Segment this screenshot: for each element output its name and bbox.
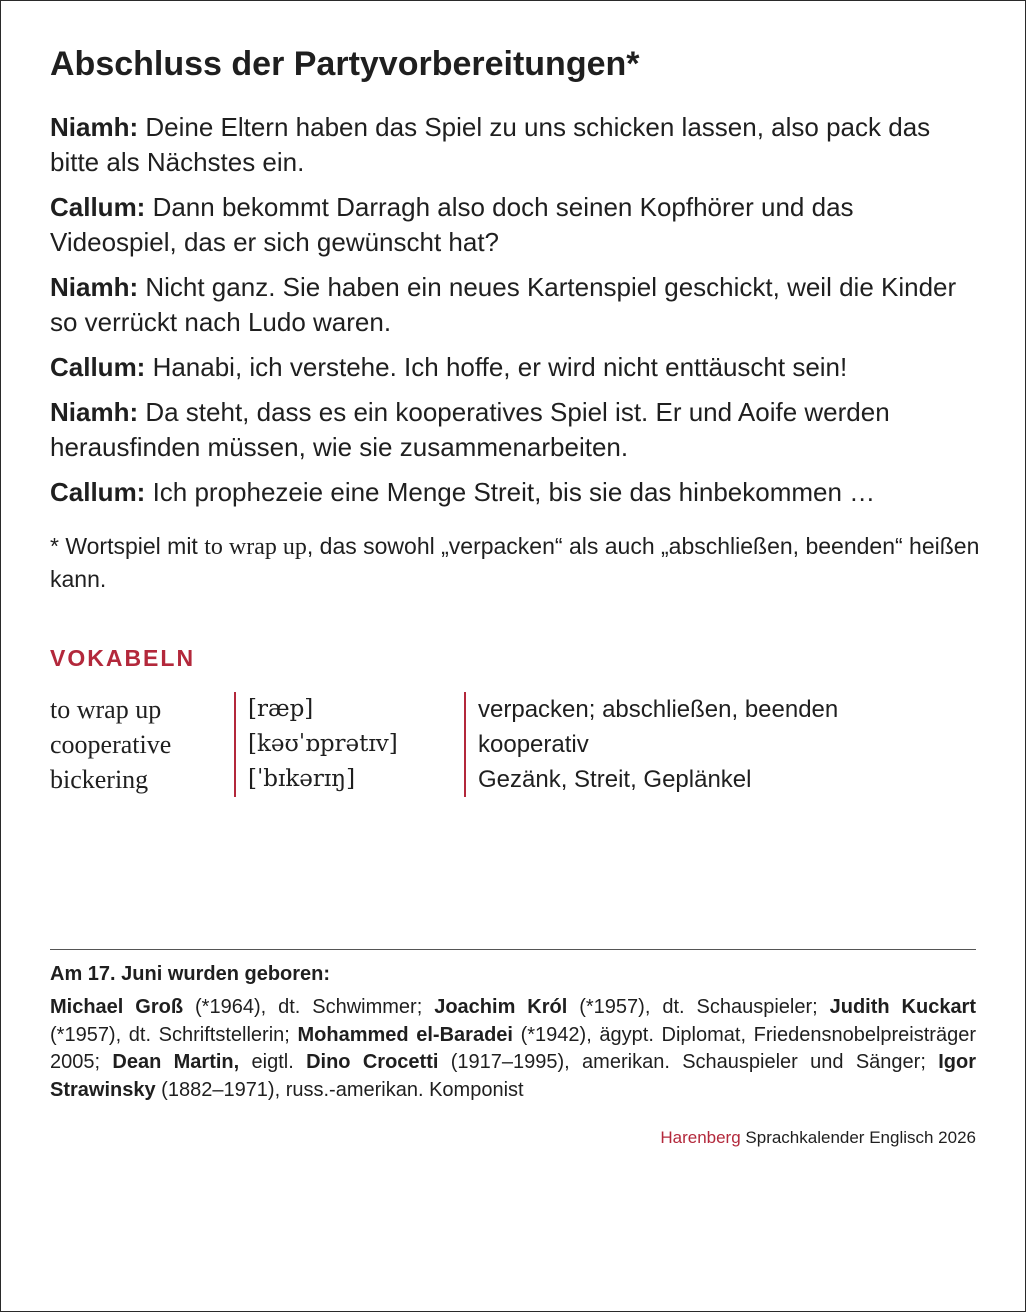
birth-info: (*1964), dt. Schwimmer;	[183, 996, 435, 1018]
vocab-row	[50, 692, 980, 727]
birth-info: eigtl.	[239, 1051, 307, 1073]
vocab-pronunciation: [ræp]	[234, 692, 464, 727]
footnote-term: to wrap up	[204, 534, 307, 560]
birth-info: (*1957), dt. Schauspieler;	[567, 996, 830, 1018]
publisher-brand: Harenberg	[660, 1128, 741, 1147]
speaker-name: Niamh:	[50, 397, 139, 427]
birth-name: Igor Strawinsky	[50, 1051, 977, 1101]
vocab-row	[50, 727, 980, 762]
vocab-table	[50, 692, 980, 797]
speaker-name: Niamh:	[50, 112, 139, 142]
publisher-credit	[660, 1126, 976, 1150]
footnote-after: , das sowohl „verpacken“ als auch „abschließen, beenden“ heißen kann.	[50, 533, 980, 592]
speaker-name: Callum:	[50, 352, 146, 382]
vocab-english: bickering	[50, 765, 149, 794]
birth-info: (1882–1971), russ.-amerikan. Komponist	[155, 1078, 524, 1101]
vocab-german: Gezänk, Streit, Geplänkel	[464, 762, 980, 797]
births-heading: Am 17. Juni wurden geboren:	[50, 963, 331, 985]
dialogue-text: Deine Eltern haben das Spiel zu uns schicken lassen, also pack das bitte als Nächstes ein.	[50, 112, 931, 177]
dialogue-text: Hanabi, ich verstehe. Ich hoffe, er wird nicht enttäuscht sein!	[145, 352, 848, 382]
footnote-before: * Wortspiel mit	[50, 533, 205, 559]
dialogue-text: Ich prophezeie eine Menge Streit, bis sie das hinbekommen …	[145, 477, 876, 507]
speaker-name: Callum:	[50, 477, 146, 507]
footnote	[50, 530, 980, 595]
birth-name: Michael Groß	[50, 996, 184, 1018]
dialogue-turn	[50, 270, 980, 340]
dialogue-turn	[50, 190, 980, 260]
publisher-title: Sprachkalender Englisch 2026	[740, 1128, 976, 1147]
vocab-german: verpacken; abschließen, beenden	[464, 692, 980, 727]
vocab-heading: VOKABELN	[50, 645, 196, 671]
birth-name: Joachim Król	[434, 996, 568, 1018]
vocab-pronunciation: [kəʊˈɒprətɪv]	[234, 727, 464, 762]
vocab-german: kooperativ	[464, 727, 980, 762]
birth-name: Dino Crocetti	[306, 1051, 439, 1073]
dialogue-text: Da steht, dass es ein kooperatives Spiel ist. Er und Aoife werden herausfinden müssen, wie sie zusammenarbeiten.	[50, 397, 890, 462]
divider	[50, 949, 976, 950]
dialogue-turn	[50, 395, 980, 465]
dialogue-text: Dann bekommt Darragh also doch seinen Kopfhörer und das Videospiel, das er sich gewünscht hat?	[50, 192, 854, 257]
births-list	[50, 994, 976, 1104]
dialogue-turn	[50, 110, 980, 180]
dialogue-text: Nicht ganz. Sie haben ein neues Kartenspiel geschickt, weil die Kinder so verrückt nach Ludo waren.	[50, 272, 957, 337]
page-title: Abschluss der Partyvorbereitungen*	[50, 45, 640, 83]
dialogue	[50, 110, 980, 520]
birth-name: Mohammed el-Baradei	[297, 1023, 513, 1046]
vocab-pronunciation: [ˈbɪkərɪŋ]	[234, 762, 464, 797]
birth-info: (*1942), ägypt. Diplomat, Friedensnobelpreisträger 2005;	[50, 1023, 976, 1073]
dialogue-turn	[50, 350, 980, 385]
vocab-english: cooperative	[50, 730, 172, 759]
birth-info: (1917–1995), amerikan. Schauspieler und Sänger;	[438, 1051, 939, 1073]
birth-name: Judith Kuckart	[829, 996, 977, 1018]
dialogue-turn	[50, 475, 980, 510]
vocab-row	[50, 762, 980, 797]
speaker-name: Callum:	[50, 192, 146, 222]
birth-name: Dean Martin,	[112, 1051, 240, 1073]
speaker-name: Niamh:	[50, 272, 139, 302]
vocab-english: to wrap up	[50, 695, 162, 724]
birth-info: (*1957), dt. Schriftstellerin;	[50, 1023, 298, 1046]
